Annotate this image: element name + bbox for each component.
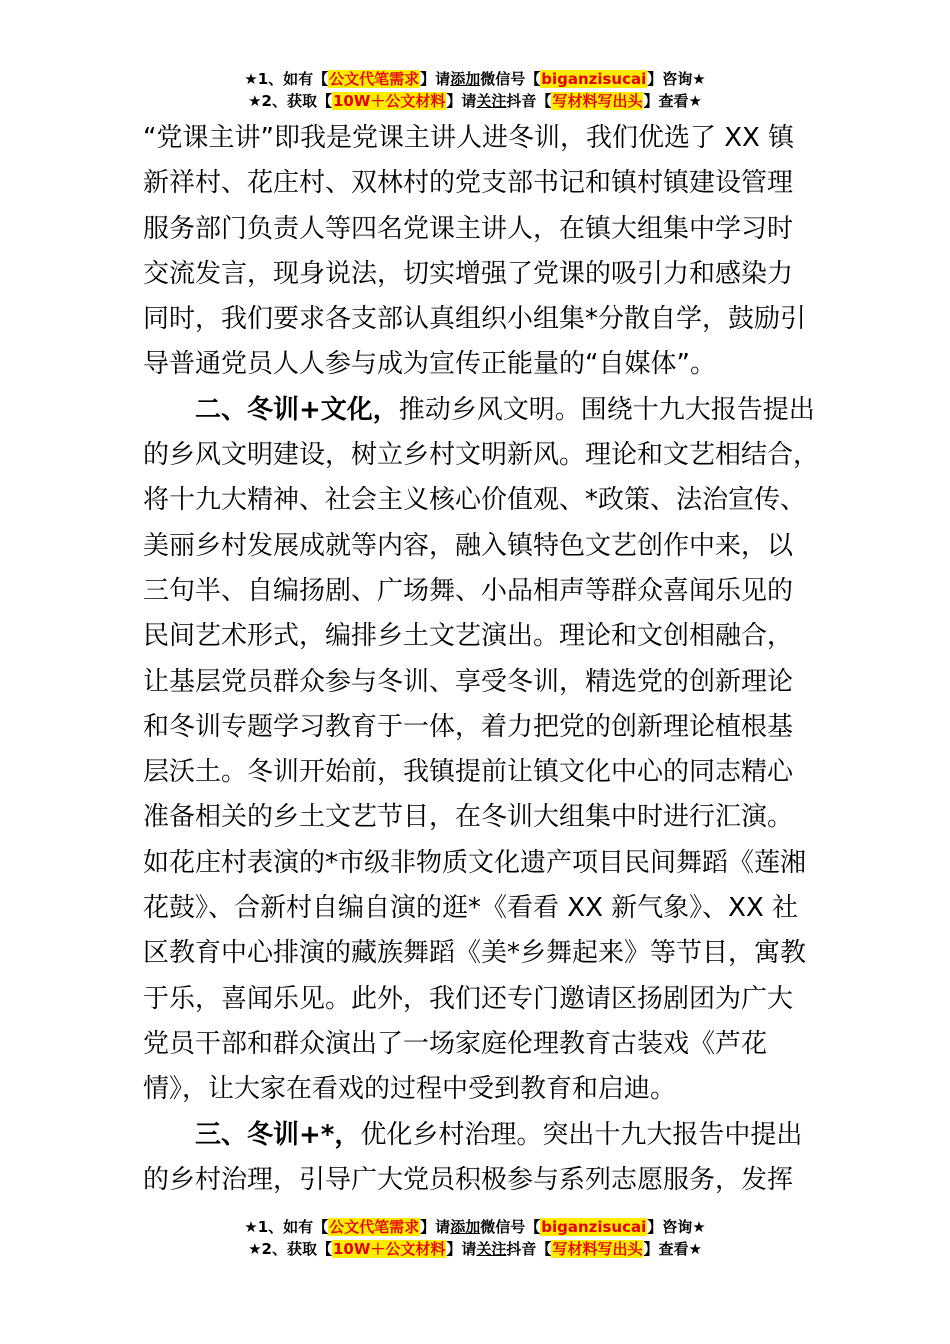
highlight-materials: 10W＋公文材料 bbox=[332, 92, 446, 110]
body-line: 于乐，喜闻乐见。此外，我们还专门邀请区扬剧团为广大 bbox=[143, 983, 794, 1014]
body-line: 让基层党员群众参与冬训、享受冬训，精选党的创新理论 bbox=[143, 666, 794, 697]
section-2-first-line bbox=[143, 388, 833, 433]
highlight-need: 公文代笔需求 bbox=[329, 70, 420, 88]
banner-line-1 bbox=[0, 68, 950, 90]
underline-follow: 关注 bbox=[476, 1240, 507, 1258]
banner-text: ★1、如有【 bbox=[244, 1218, 329, 1236]
banner-text: ★2、获取【 bbox=[248, 1240, 332, 1258]
section-3-first-line bbox=[143, 1113, 833, 1158]
banner-text: 】请 bbox=[420, 1218, 451, 1236]
body-line: 的乡风文明建设，树立乡村文明新风。理论和文艺相结合， bbox=[143, 440, 820, 471]
body-line: “党课主讲”即我是党课主讲人进冬训，我们优选了 XX 镇 bbox=[143, 123, 795, 153]
banner-line-2 bbox=[0, 90, 950, 112]
body-line: 党员干部和群众演出了一场家庭伦理教育古装戏《芦花 bbox=[143, 1028, 768, 1059]
banner-text: 抖音【 bbox=[506, 1240, 552, 1258]
banner-text: 】咨询★ bbox=[647, 70, 706, 88]
body-line: 导普通党员人人参与成为宣传正能量的“自媒体”。 bbox=[143, 349, 716, 380]
banner-text: 微信号【 bbox=[480, 70, 541, 88]
body-line: 美丽乡村发展成就等内容，融入镇特色文艺创作中来，以 bbox=[143, 530, 794, 561]
body-line: 新祥村、花庄村、双林村的党支部书记和镇村镇建设管理 bbox=[143, 168, 794, 199]
underline-add: 添加 bbox=[450, 70, 481, 88]
section-2-heading: 二、冬训+文化， bbox=[195, 394, 399, 425]
banner-text: ★2、获取【 bbox=[248, 92, 332, 110]
banner-text: ★1、如有【 bbox=[244, 70, 329, 88]
banner-text: 】查看★ bbox=[643, 92, 702, 110]
body-line: 交流发言，现身说法，切实增强了党课的吸引力和感染力 bbox=[143, 258, 794, 289]
banner-text: 】咨询★ bbox=[647, 1218, 706, 1236]
body-line: 民间艺术形式，编排乡土文艺演出。理论和文创相融合， bbox=[143, 621, 794, 652]
body-line: 和冬训专题学习教育于一体，着力把党的创新理论植根基 bbox=[143, 711, 794, 742]
body-line: 情》，让大家在看戏的过程中受到教育和启迪。 bbox=[143, 1074, 677, 1105]
header-banner bbox=[0, 68, 950, 112]
section-3-heading: 三、冬训+*， bbox=[195, 1119, 361, 1150]
body-line: 层沃土。冬训开始前，我镇提前让镇文化中心的同志精心 bbox=[143, 757, 794, 788]
body-line: 三句半、自编扬剧、广场舞、小品相声等群众喜闻乐见的 bbox=[143, 575, 794, 606]
body-line: 区教育中心排演的藏族舞蹈《美*乡舞起来》等节目，寓教 bbox=[143, 938, 807, 969]
banner-line-2 bbox=[0, 1238, 950, 1260]
body-line: 花鼓》、合新村自编自演的逛*《看看 XX 新气象》、XX 社 bbox=[143, 893, 799, 924]
section-3-lead: 优化乡村治理。突出十九大报告中提出 bbox=[360, 1119, 803, 1150]
body-line: 同时，我们要求各支部认真组织小组集*分散自学，鼓励引 bbox=[143, 304, 807, 335]
highlight-materials: 10W＋公文材料 bbox=[332, 1240, 446, 1258]
banner-text: 抖音【 bbox=[506, 92, 552, 110]
banner-text: 微信号【 bbox=[480, 1218, 541, 1236]
section-2-lead: 推动乡风文明。围绕十九大报告提出 bbox=[398, 394, 815, 425]
banner-text: 】请 bbox=[446, 1240, 477, 1258]
highlight-wechat-id: biganzisucai bbox=[541, 70, 647, 88]
document-body bbox=[143, 116, 833, 1203]
highlight-douyin: 写材料写出头 bbox=[552, 1240, 643, 1258]
banner-text: 】请 bbox=[420, 70, 451, 88]
banner-text: 】请 bbox=[446, 92, 477, 110]
banner-line-1 bbox=[0, 1216, 950, 1238]
underline-add: 添加 bbox=[450, 1218, 481, 1236]
body-line: 服务部门负责人等四名党课主讲人，在镇大组集中学习时 bbox=[143, 213, 794, 244]
body-line: 准备相关的乡土文艺节目，在冬训大组集中时进行汇演。 bbox=[143, 802, 794, 833]
highlight-need: 公文代笔需求 bbox=[329, 1218, 420, 1236]
highlight-wechat-id: biganzisucai bbox=[541, 1218, 647, 1236]
body-line: 的乡村治理，引导广大党员积极参与系列志愿服务，发挥 bbox=[143, 1164, 794, 1195]
body-line: 将十九大精神、社会主义核心价值观、*政策、法治宣传、 bbox=[143, 485, 807, 516]
underline-follow: 关注 bbox=[476, 92, 507, 110]
highlight-douyin: 写材料写出头 bbox=[552, 92, 643, 110]
body-line: 如花庄村表演的*市级非物质文化遗产项目民间舞蹈《莲湘 bbox=[143, 847, 807, 878]
banner-text: 】查看★ bbox=[643, 1240, 702, 1258]
footer-banner bbox=[0, 1216, 950, 1260]
